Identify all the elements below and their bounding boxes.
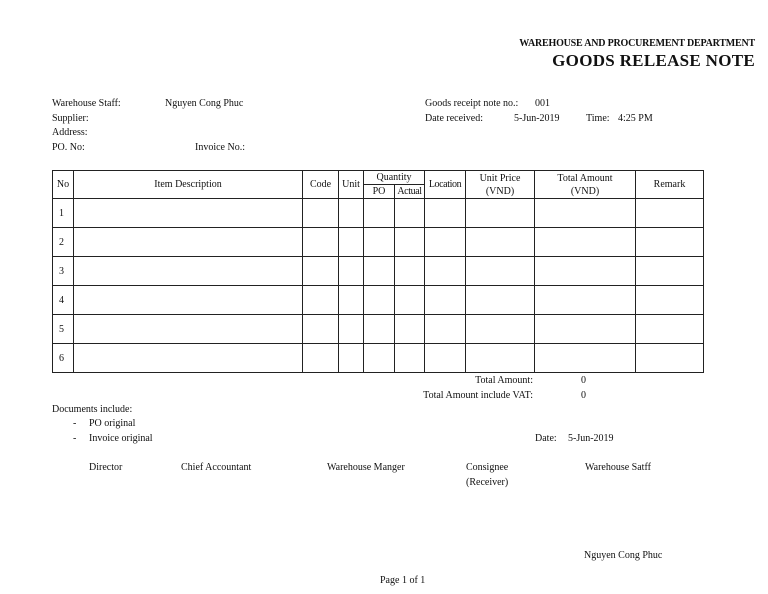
row-number: 2 [53, 228, 74, 257]
table-row [53, 344, 704, 373]
warehouse-staff-label: Warehouse Staff: [52, 98, 121, 109]
cell-total-amount [535, 199, 636, 228]
items-table [52, 170, 704, 373]
role-warehouse-staff: Warehouse Satff [585, 462, 651, 473]
cell-po [364, 344, 395, 373]
department-name: WAREHOUSE AND PROCUREMENT DEPARTMENT [519, 38, 755, 49]
receipt-note-label: Goods receipt note no.: [425, 98, 519, 109]
total-amount-label: Total Amount: [475, 375, 533, 386]
cell-item-description [74, 199, 303, 228]
cell-actual [395, 257, 425, 286]
header-unit-price [466, 171, 535, 199]
cell-location [425, 257, 466, 286]
cell-remark [636, 257, 704, 286]
row-number: 4 [53, 286, 74, 315]
total-amount-value: 0 [581, 375, 586, 386]
cell-unit-price [466, 344, 535, 373]
cell-po [364, 199, 395, 228]
cell-location [425, 228, 466, 257]
cell-location [425, 286, 466, 315]
cell-unit [339, 344, 364, 373]
cell-remark [636, 228, 704, 257]
header-code: Code [303, 171, 339, 199]
receipt-note-value: 001 [535, 98, 550, 109]
cell-item-description [74, 344, 303, 373]
document-item-invoice-original: Invoice original [89, 433, 153, 444]
cell-remark [636, 286, 704, 315]
signature-date-label: Date: [535, 433, 557, 444]
role-director: Director [89, 462, 123, 473]
unit-price-currency: (VND) [485, 185, 515, 197]
cell-po [364, 286, 395, 315]
total-vat-value: 0 [581, 390, 586, 401]
cell-total-amount [535, 315, 636, 344]
cell-unit-price [466, 257, 535, 286]
cell-remark [636, 315, 704, 344]
document-item-po-original: PO original [89, 418, 136, 429]
list-bullet: - [73, 418, 77, 429]
cell-unit-price [466, 199, 535, 228]
total-amount-label: Total Amount [557, 172, 613, 184]
cell-item-description [74, 286, 303, 315]
header-unit: Unit [339, 171, 364, 199]
cell-actual [395, 315, 425, 344]
cell-location [425, 315, 466, 344]
header-po: PO [364, 185, 395, 199]
cell-po [364, 228, 395, 257]
row-number: 1 [53, 199, 74, 228]
date-received-value: 5-Jun-2019 [514, 113, 560, 124]
time-label: Time: [586, 113, 610, 124]
table-row [53, 199, 704, 228]
cell-unit [339, 199, 364, 228]
cell-code [303, 315, 339, 344]
invoice-no-label: Invoice No.: [195, 142, 245, 153]
role-warehouse-manager: Warehouse Manger [327, 462, 405, 473]
cell-item-description [74, 257, 303, 286]
signature-date-value: 5-Jun-2019 [568, 433, 614, 444]
cell-unit-price [466, 228, 535, 257]
table-row [53, 257, 704, 286]
cell-total-amount [535, 344, 636, 373]
header-total-amount [535, 171, 636, 199]
list-bullet: - [73, 433, 77, 444]
staff-signature-name: Nguyen Cong Phuc [584, 550, 663, 561]
po-no-label: PO. No: [52, 142, 85, 153]
total-vat-label: Total Amount include VAT: [423, 390, 533, 401]
cell-item-description [74, 315, 303, 344]
role-consignee: Consignee [466, 462, 509, 473]
header-item-description: Item Description [74, 171, 303, 199]
row-number: 6 [53, 344, 74, 373]
role-consignee-sub: (Receiver) [466, 477, 509, 488]
time-value: 4:25 PM [618, 113, 653, 124]
document-title: GOODS RELEASE NOTE [552, 51, 755, 70]
row-number: 3 [53, 257, 74, 286]
cell-unit-price [466, 286, 535, 315]
row-number: 5 [53, 315, 74, 344]
cell-total-amount [535, 257, 636, 286]
cell-po [364, 257, 395, 286]
total-amount-currency: (VND) [570, 185, 600, 197]
header-quantity: Quantity [364, 171, 425, 185]
cell-item-description [74, 228, 303, 257]
header-location: Location [425, 171, 466, 199]
date-received-label: Date received: [425, 113, 484, 124]
header-no: No [53, 171, 74, 199]
unit-price-label: Unit Price [479, 172, 521, 184]
cell-unit [339, 315, 364, 344]
supplier-label: Supplier: [52, 113, 89, 124]
cell-total-amount [535, 286, 636, 315]
header-actual: Actual [395, 185, 425, 199]
address-label: Address: [52, 127, 88, 138]
cell-actual [395, 344, 425, 373]
cell-unit [339, 286, 364, 315]
cell-location [425, 344, 466, 373]
warehouse-staff-value: Nguyen Cong Phuc [165, 98, 244, 109]
cell-actual [395, 199, 425, 228]
cell-po [364, 315, 395, 344]
cell-code [303, 199, 339, 228]
cell-location [425, 199, 466, 228]
cell-actual [395, 286, 425, 315]
cell-unit-price [466, 315, 535, 344]
cell-remark [636, 344, 704, 373]
cell-code [303, 344, 339, 373]
cell-unit [339, 228, 364, 257]
table-row [53, 286, 704, 315]
cell-actual [395, 228, 425, 257]
cell-code [303, 257, 339, 286]
cell-code [303, 228, 339, 257]
cell-remark [636, 199, 704, 228]
cell-total-amount [535, 228, 636, 257]
header-remark: Remark [636, 171, 704, 199]
table-row [53, 228, 704, 257]
documents-label: Documents include: [52, 404, 133, 415]
role-chief-accountant: Chief Accountant [181, 462, 252, 473]
page-number: Page 1 of 1 [380, 575, 426, 586]
table-row [53, 315, 704, 344]
cell-code [303, 286, 339, 315]
cell-unit [339, 257, 364, 286]
